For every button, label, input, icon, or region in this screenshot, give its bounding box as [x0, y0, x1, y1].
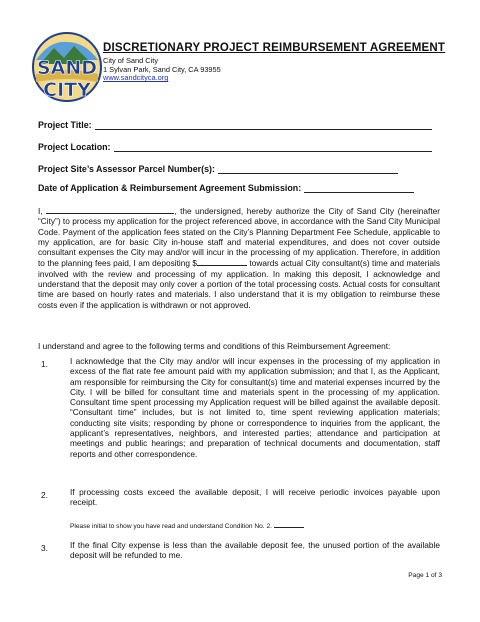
svg-text:CITY: CITY: [43, 79, 91, 101]
condition-2-text: If processing costs exceed the available deposit, I will receive periodic invoices payable upon receipt.: [70, 487, 440, 508]
intro-text-2: towards actual City consultant(s) time and materials involved with the review and processing of my application. In making this deposit, I acknowledge and understand that the deposit may only cover a portion of the total processing costs. Actual costs for consultant time are based on hourly rates and materials. I also understand that it is my obligation to reimburse these costs even if the application is withdrawn or not approved.: [38, 258, 440, 310]
initial-blank[interactable]: [274, 521, 304, 528]
street-address: 1 Sylvan Park, Sand City, CA 93955: [103, 64, 221, 74]
website-link[interactable]: www.sandcityca.org: [103, 73, 169, 83]
deposit-amount-blank[interactable]: [197, 257, 247, 266]
authorization-paragraph: [38, 205, 440, 310]
header-address: [103, 57, 221, 83]
sand-city-logo: [30, 30, 104, 104]
initial-note-text: Please initial to show you have read and understand Condition No. 2.: [70, 523, 272, 530]
intro-i: I,: [38, 206, 43, 216]
item-number: 1.: [41, 359, 48, 369]
page-number: Page 1 of 3: [408, 572, 442, 579]
item-number: 3.: [41, 543, 48, 553]
apn-field[interactable]: [38, 164, 398, 174]
applicant-name-blank[interactable]: [46, 205, 174, 214]
item-number: 2.: [41, 490, 48, 500]
date-line[interactable]: [304, 183, 414, 193]
apn-label: Project Site’s Assessor Parcel Number(s):: [38, 164, 215, 174]
initial-note: [70, 521, 304, 530]
agreement-statement: I understand and agree to the following terms and conditions of this Reimbursement Agreement:: [38, 341, 391, 351]
condition-3-text: If the final City expense is less than the available deposit fee, the unused portion of the available deposit will be refunded to me.: [70, 540, 440, 561]
project-location-label: Project Location:: [38, 142, 111, 152]
condition-1-text: I acknowledge that the City may and/or will incur expenses in the processing of my application in excess of the flat rate fee amount paid with my application submission; and that I, as the Applicant, am responsible for reimbursing the City for consultant(s) time and material expenses incurred by the City. I will be billed for consultant time and materials spent in the processing of my application. Consultant time spent processing my Application request will be billed against the available deposit. “Consultant time” includes, but is not limited to, time spent reviewing application materials; conducting site visits; responding by phone or correspondence to inquiries from the applicant, the applicant’s representatives, neighbors, and interested parties; attendance and participation at meetings and public hearings; and preparation of technical documents and documentation, staff reports and other correspondence.: [70, 356, 440, 459]
project-title-label: Project Title:: [38, 120, 92, 130]
date-label: Date of Application & Reimbursement Agreement Submission:: [38, 183, 302, 193]
apn-line[interactable]: [218, 164, 398, 174]
svg-text:SAND: SAND: [36, 57, 98, 79]
project-title-line[interactable]: [95, 120, 432, 130]
intro-text-1: , the undersigned, hereby authorize the City of Sand City (hereinafter “City”) to process my application for the project referenced above, in accordance with the Sand City Municipal Code. Payment of the application fees stated on the City’s Planning Department Fee Schedule, applicable to my application, are for basic City in-house staff and material expenditures, and does not cover outside consultant expenses the City may and/or will incur in the processing of my application. Therefore, in addition to the planning fees paid, I am depositing $: [38, 206, 441, 269]
project-location-line[interactable]: [114, 142, 432, 152]
project-title-field[interactable]: [38, 120, 432, 130]
org-name: City of Sand City: [103, 56, 159, 65]
date-field[interactable]: [38, 183, 414, 193]
document-title: DISCRETIONARY PROJECT REIMBURSEMENT AGREEMENT: [103, 42, 446, 54]
project-location-field[interactable]: [38, 142, 432, 152]
